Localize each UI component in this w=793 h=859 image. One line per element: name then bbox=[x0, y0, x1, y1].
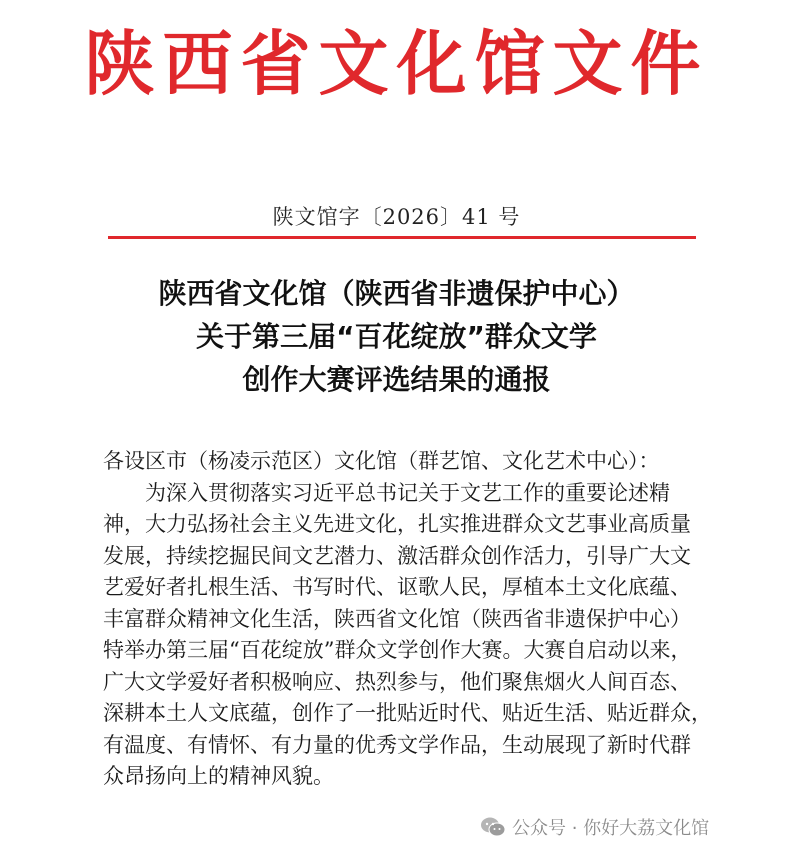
body-line: 特举办第三届“百花绽放”群众文学创作大赛。大赛自启动以来， bbox=[103, 638, 692, 662]
body-line: 各设区市（杨凌示范区）文化馆（群艺馆、文化艺术中心）： bbox=[103, 449, 660, 473]
wechat-icon bbox=[480, 816, 506, 838]
body-line: 深耕本土人文底蕴，创作了一批贴近时代、贴近生活、贴近群众， bbox=[103, 701, 712, 725]
title-line: 关于第三届“百花绽放”群众文学 bbox=[196, 320, 597, 353]
body-line: 丰富群众精神文化生活，陕西省文化馆（陕西省非遗保护中心） bbox=[103, 606, 691, 631]
document-number: 陕文馆字〔2026〕41 号 bbox=[272, 205, 521, 229]
body-line: 众昂扬向上的精神风貌。 bbox=[103, 764, 334, 788]
document-title bbox=[0, 272, 793, 401]
body-line: 艺爱好者扎根生活、书写时代、讴歌人民，厚植本土文化底蕴、 bbox=[103, 575, 691, 599]
red-divider bbox=[108, 236, 696, 239]
body-line: 发展，持续挖掘民间文艺潜力、激活群众创作活力，引导广大文 bbox=[103, 543, 691, 568]
document-body bbox=[103, 446, 712, 793]
body-line: 有温度、有情怀、有力量的优秀文学作品，生动展现了新时代群 bbox=[103, 732, 691, 757]
document-header: 陕西省文化馆文件 bbox=[84, 22, 709, 105]
watermark-text: 公众号 · 你好大荔文化馆 bbox=[512, 818, 710, 839]
body-line: 为深入贯彻落实习近平总书记关于文艺工作的重要论述精 bbox=[103, 480, 670, 505]
body-line: 广大文学爱好者积极响应、热烈参与，他们聚焦烟火人间百态、 bbox=[103, 669, 691, 694]
title-line: 创作大赛评选结果的通报 bbox=[242, 363, 551, 396]
body-line: 神，大力弘扬社会主义先进文化，扎实推进群众文艺事业高质量 bbox=[103, 512, 691, 536]
watermark bbox=[480, 812, 709, 842]
title-line: 陕西省文化馆（陕西省非遗保护中心） bbox=[158, 277, 635, 310]
